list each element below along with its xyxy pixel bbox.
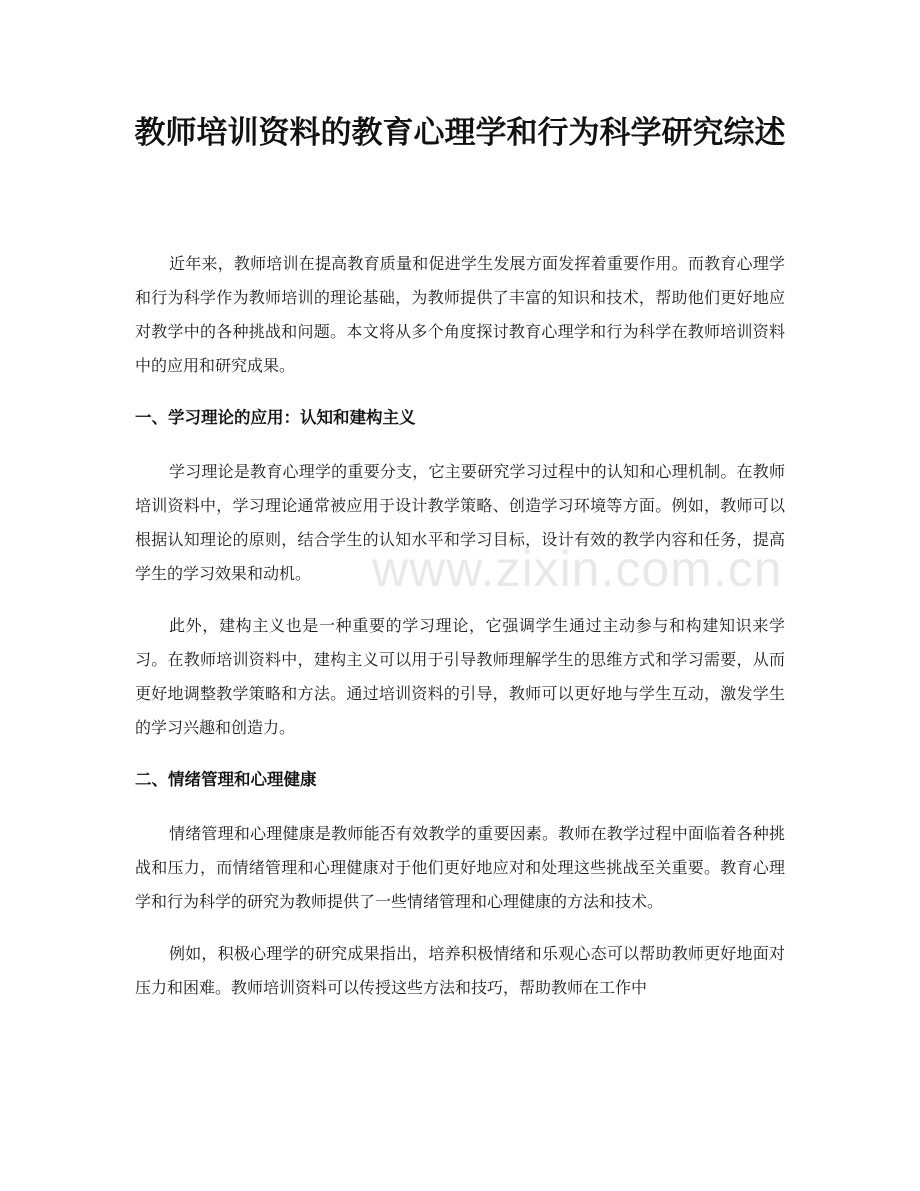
paragraph-emotion-management-2: 例如，积极心理学的研究成果指出，培养积极情绪和乐观心态可以帮助教师更好地面对压力和困难。教师培训资料可以传授这些方法和技巧，帮助教师在工作中	[135, 944, 785, 997]
paragraph-learning-theory-2: 此外，建构主义也是一种重要的学习理论，它强调学生通过主动参与和构建知识来学习。在教师培训资料中，建构主义可以用于引导教师理解学生的思维方式和学习需要，从而更好地调整教学策略和方法。通过培训资料的引导，教师可以更好地与学生互动，激发学生的学习兴趣和创造力。	[135, 616, 785, 737]
section-heading-emotion-management: 二、情绪管理和心理健康	[135, 770, 317, 789]
paragraph-emotion-management-1: 情绪管理和心理健康是教师能否有效教学的重要因素。教师在教学过程中面临着各种挑战和压力，而情绪管理和心理健康对于他们更好地应对和处理这些挑战至关重要。教育心理学和行为科学的研究为教师提供了一些情绪管理和心理健康的方法和技术。	[135, 824, 785, 911]
watermark: www.zixin.com.cn	[372, 541, 783, 597]
document-body	[135, 247, 785, 1023]
section-heading-learning-theory: 一、学习理论的应用：认知和建构主义	[135, 408, 416, 427]
paragraph-learning-theory-1: 学习理论是教育心理学的重要分支，它主要研究学习过程中的认知和心理机制。在教师培训资料中，学习理论通常被应用于设计教学策略、创造学习环境等方面。例如，教师可以根据认知理论的原则，结合学生的认知水平和学习目标，设计有效的教学内容和任务，提高学生的学习效果和动机。	[135, 462, 785, 583]
paragraph-intro: 近年来，教师培训在提高教育质量和促进学生发展方面发挥着重要作用。而教育心理学和行为科学作为教师培训的理论基础，为教师提供了丰富的知识和技术，帮助他们更好地应对教学中的各种挑战和问题。本文将从多个角度探讨教育心理学和行为科学在教师培训资料中的应用和研究成果。	[135, 254, 785, 375]
page-title: 教师培训资料的教育心理学和行为科学研究综述	[134, 115, 786, 151]
